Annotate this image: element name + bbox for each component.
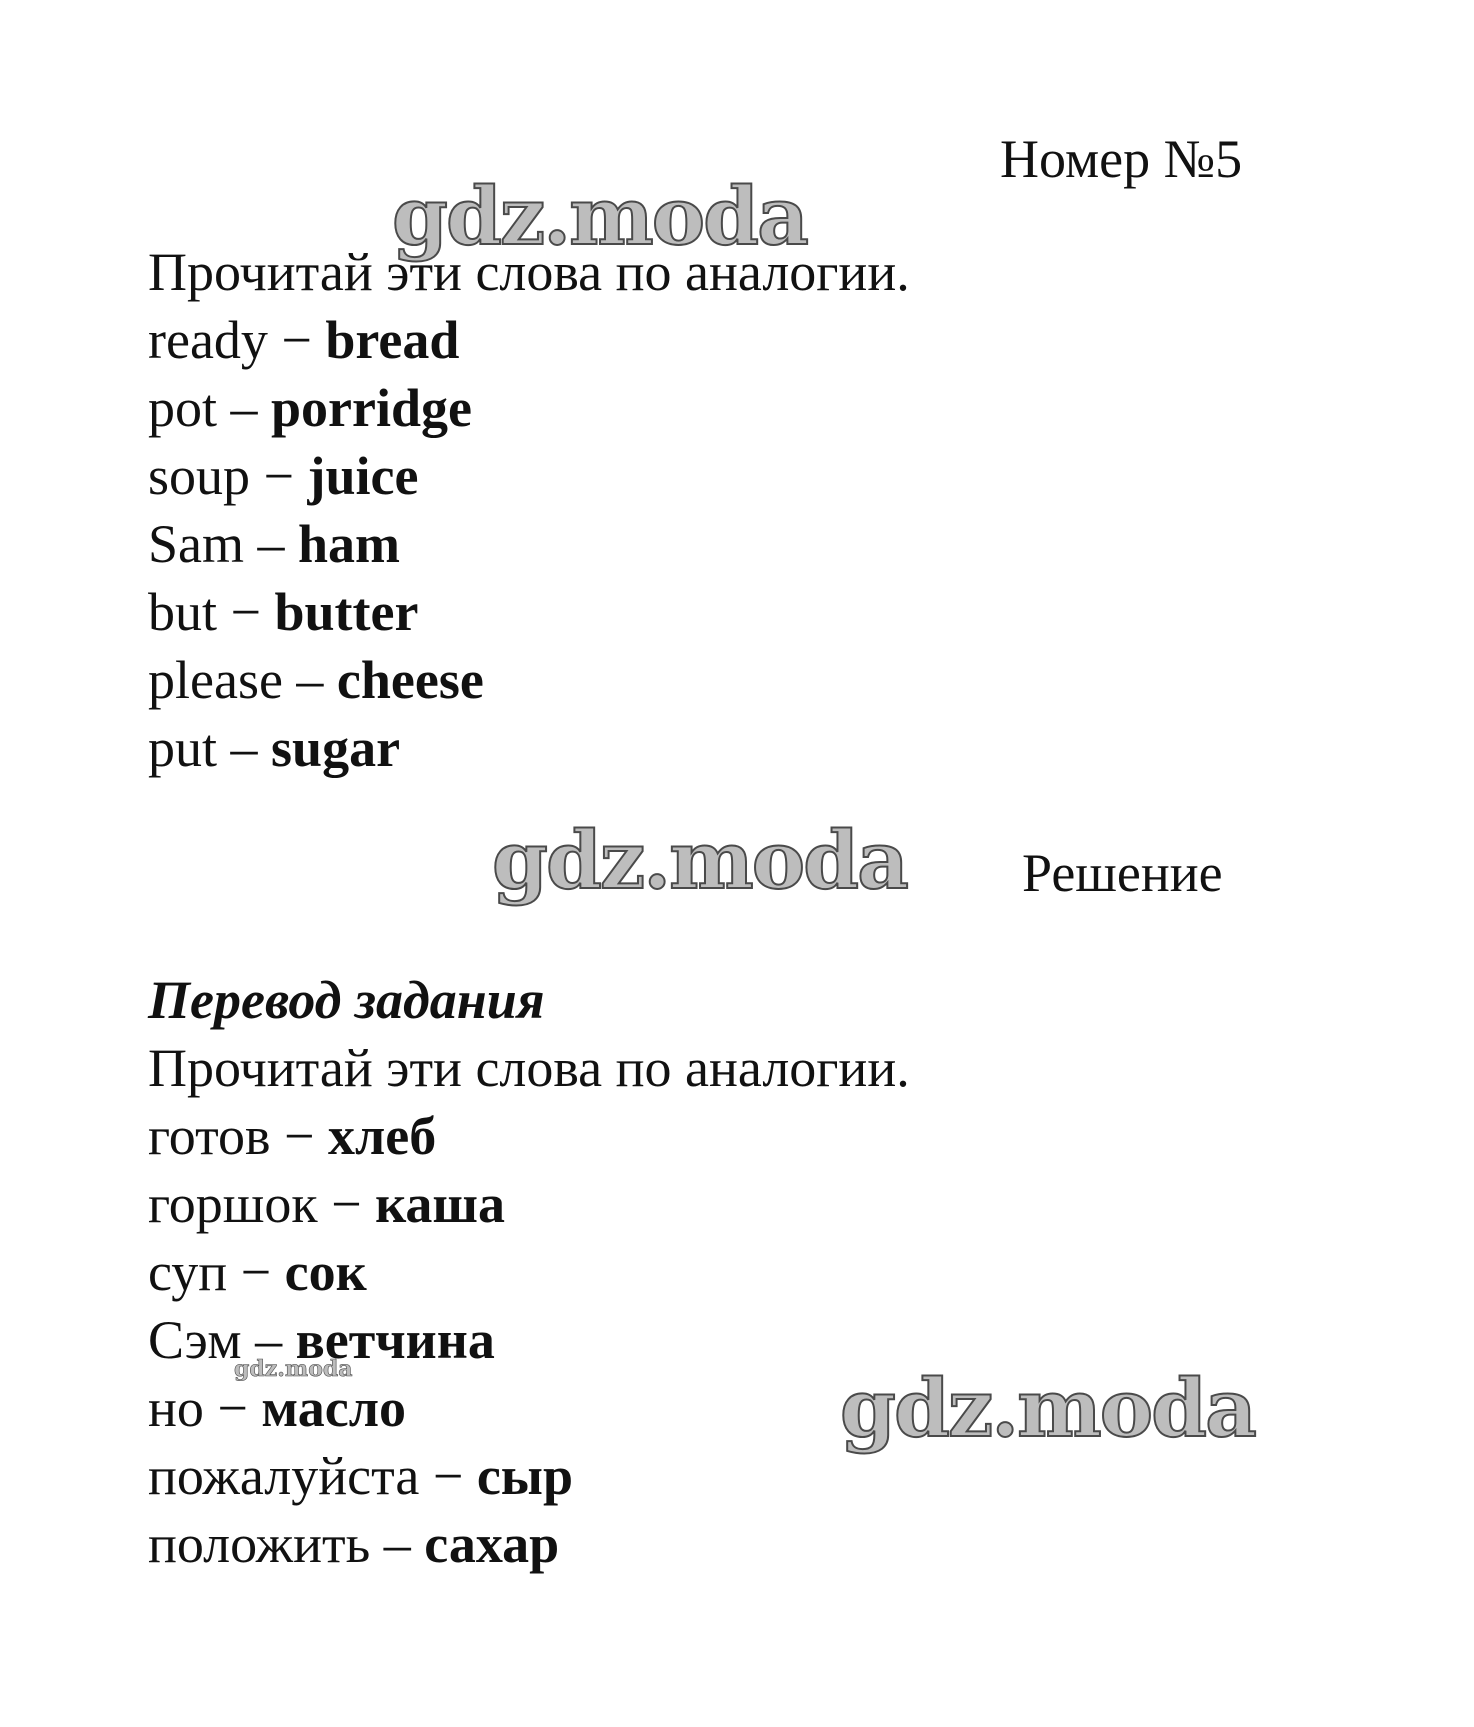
analog-word: каша — [375, 1174, 505, 1234]
watermark-logo: gdz.moda — [492, 813, 907, 907]
exercise-number-title: Номер №5 — [1000, 129, 1243, 189]
source-word: готов — [148, 1106, 271, 1166]
source-word: Сэм — [148, 1310, 242, 1370]
word-pair — [148, 578, 910, 646]
dash-separator: – — [217, 718, 272, 778]
analog-word: sugar — [271, 718, 401, 778]
dash-separator: – — [244, 514, 299, 574]
dash-separator: − — [203, 1378, 262, 1438]
task-instruction: Прочитай эти слова по аналогии. — [148, 242, 910, 302]
source-word: Sam — [148, 514, 245, 574]
word-pair — [148, 306, 910, 374]
dash-separator: − — [227, 1242, 285, 1302]
analog-word: масло — [261, 1378, 407, 1438]
analog-word: сыр — [476, 1446, 573, 1506]
word-pair — [148, 1510, 910, 1578]
source-word: горшок — [148, 1174, 318, 1234]
dash-separator: − — [419, 1446, 477, 1506]
source-word: ready — [148, 310, 268, 370]
dash-separator: − — [250, 446, 308, 506]
task-block — [148, 238, 910, 782]
source-word: put — [148, 718, 218, 778]
source-word: суп — [148, 1242, 228, 1302]
dash-separator: − — [270, 1106, 328, 1166]
dash-separator: – — [217, 378, 272, 438]
solution-heading: Решение — [1022, 843, 1223, 903]
dash-separator: − — [317, 1174, 376, 1234]
source-word: но — [148, 1378, 204, 1438]
word-pair — [148, 1442, 910, 1510]
word-pair — [148, 442, 910, 510]
source-word: положить — [148, 1514, 371, 1574]
watermark-small-logo: gdz.moda — [234, 1356, 353, 1382]
analog-word: хлеб — [327, 1106, 437, 1166]
dash-separator: − — [267, 310, 326, 370]
analog-word: ветчина — [295, 1310, 495, 1370]
word-pair — [148, 1374, 910, 1442]
source-word: pot — [148, 378, 218, 438]
translation-block — [148, 1034, 910, 1578]
analog-word: сахар — [424, 1514, 560, 1574]
analog-word: juice — [307, 446, 419, 506]
source-word: пожалуйста — [148, 1446, 420, 1506]
analog-word: porridge — [271, 378, 472, 438]
analog-word: сок — [284, 1242, 367, 1302]
dash-separator: – — [370, 1514, 425, 1574]
analog-word: cheese — [336, 650, 484, 710]
watermark-logo: gdz.moda — [840, 1361, 1255, 1455]
analog-word: bread — [325, 310, 460, 370]
word-pair — [148, 374, 910, 442]
word-pair — [148, 1238, 910, 1306]
dash-separator: – — [282, 650, 337, 710]
word-pair — [148, 714, 910, 782]
translation-instruction: Прочитай эти слова по аналогии. — [148, 1038, 910, 1098]
analog-word: butter — [274, 582, 419, 642]
word-pair — [148, 1170, 910, 1238]
watermark-logo: gdz.moda — [392, 169, 807, 263]
dash-separator: − — [217, 582, 275, 642]
source-word: but — [148, 582, 218, 642]
translation-heading: Перевод задания — [148, 970, 545, 1030]
analog-word: ham — [298, 514, 401, 574]
dash-separator: – — [241, 1310, 296, 1370]
source-word: soup — [148, 446, 251, 506]
word-pair — [148, 646, 910, 714]
word-pair — [148, 510, 910, 578]
word-pair — [148, 1102, 910, 1170]
source-word: please — [148, 650, 283, 710]
